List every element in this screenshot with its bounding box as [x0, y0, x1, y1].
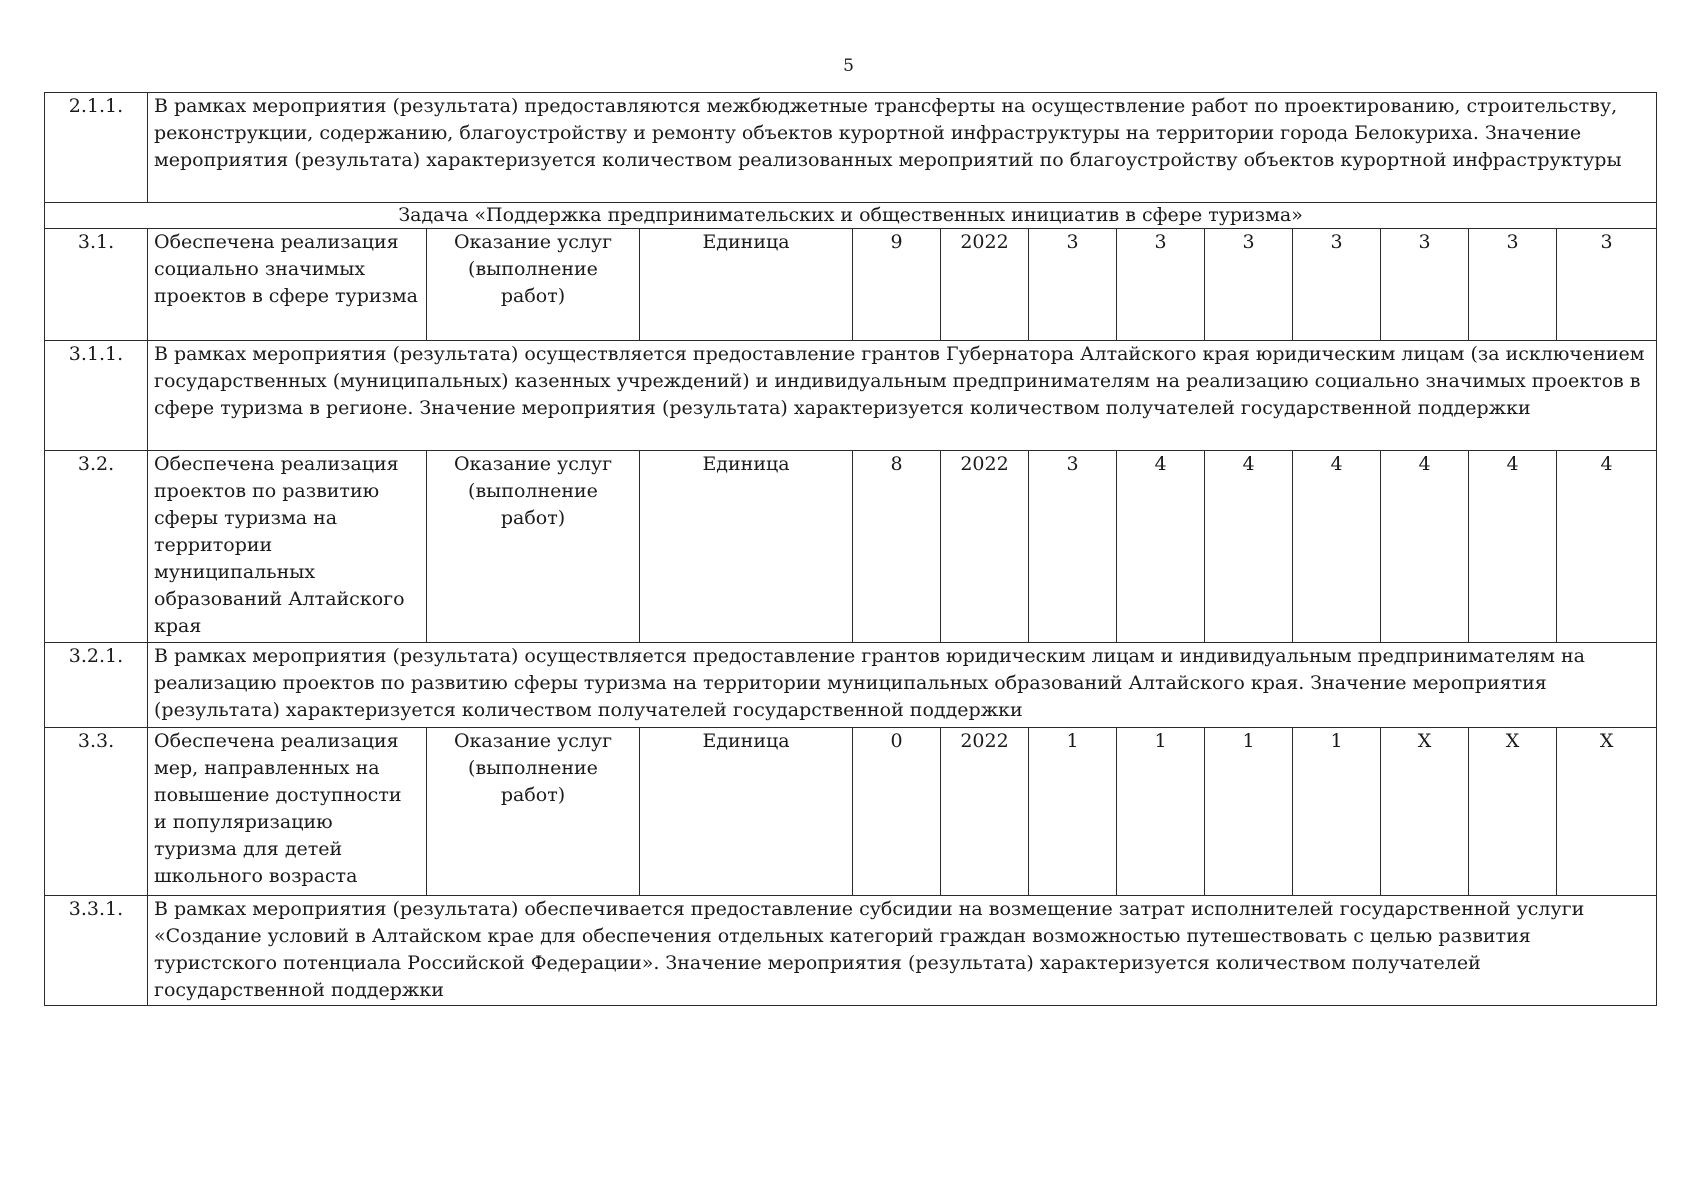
- year-value: 3: [1029, 229, 1117, 341]
- year-value: 3: [1029, 451, 1117, 643]
- unit: Единица: [640, 728, 853, 896]
- result-name: Обеспечена реализация проектов по развитию сферы туризма на территории муниципальных образований Алтайского края: [148, 451, 427, 643]
- table-row: [45, 93, 1657, 203]
- task-title: Задача «Поддержка предпринимательских и общественных инициатив в сфере туризма»: [45, 203, 1657, 229]
- year-value: 4: [1557, 451, 1657, 643]
- row-number: 3.2.1.: [45, 643, 148, 728]
- year-value: X: [1381, 728, 1469, 896]
- activity-description: В рамках мероприятия (результата) предоставляются межбюджетные трансферты на осуществление работ по проектированию, строительству, реконструкции, содержанию, благоустройству и ремонту объектов курортной инфраструктуры на территории города Белокуриха. Значение мероприятия (результата) характеризуется количеством реализованных мероприятий по благоустройству объектов курортной инфраструктуры: [148, 93, 1657, 203]
- year-value: 3: [1293, 229, 1381, 341]
- row-number: 3.1.: [45, 229, 148, 341]
- indicators-table: [44, 92, 1657, 1006]
- result-name: Обеспечена реализация мер, направленных на повышение доступности и популяризацию туризма для детей школьного возраста: [148, 728, 427, 896]
- year-value: 4: [1117, 451, 1205, 643]
- unit: Единица: [640, 229, 853, 341]
- table-row: [45, 643, 1657, 728]
- result-name: Обеспечена реализация социально значимых проектов в сфере туризма: [148, 229, 427, 341]
- row-number: 3.3.1.: [45, 896, 148, 1006]
- activity-description: В рамках мероприятия (результата) осуществляется предоставление грантов Губернатора Алтайского края юридическим лицам (за исключением государственных (муниципальных) казенных учреждений) и индивидуальным предпринимателям на реализацию социально значимых проектов в сфере туризма в регионе. Значение мероприятия (результата) характеризуется количеством получателей государственной поддержки: [148, 341, 1657, 451]
- table-row: [45, 896, 1657, 1006]
- activity-description: В рамках мероприятия (результата) обеспечивается предоставление субсидии на возмещение затрат исполнителей государственной услуги «Создание условий в Алтайском крае для обеспечения отдельных категорий граждан возможностью путешествовать с целью развития туристского потенциала Российской Федерации». Значение мероприятия (результата) характеризуется количеством получателей государственной поддержки: [148, 896, 1657, 1006]
- page-number: 5: [843, 56, 854, 76]
- activity-description: В рамках мероприятия (результата) осуществляется предоставление грантов юридическим лицам и индивидуальным предпринимателям на реализацию проектов по развитию сферы туризма на территории муниципальных образований Алтайского края. Значение мероприятия (результата) характеризуется количеством получателей государственной поддержки: [148, 643, 1657, 728]
- year-value: 1: [1293, 728, 1381, 896]
- table-row: [45, 728, 1657, 896]
- unit: Единица: [640, 451, 853, 643]
- year-value: 4: [1293, 451, 1381, 643]
- year-value: 3: [1205, 229, 1293, 341]
- year-value: 1: [1029, 728, 1117, 896]
- row-number: 3.3.: [45, 728, 148, 896]
- year-value: X: [1557, 728, 1657, 896]
- year-value: X: [1469, 728, 1557, 896]
- base-year: 2022: [941, 229, 1029, 341]
- base-value: 0: [853, 728, 941, 896]
- task-row: [45, 203, 1657, 229]
- row-number: 2.1.1.: [45, 93, 148, 203]
- base-year: 2022: [941, 728, 1029, 896]
- year-value: 4: [1381, 451, 1469, 643]
- year-value: 3: [1469, 229, 1557, 341]
- result-type: Оказание услуг (выполнение работ): [427, 451, 640, 643]
- table-row: [45, 229, 1657, 341]
- base-value: 8: [853, 451, 941, 643]
- result-type: Оказание услуг (выполнение работ): [427, 229, 640, 341]
- table-row: [45, 341, 1657, 451]
- year-value: 3: [1117, 229, 1205, 341]
- year-value: 1: [1117, 728, 1205, 896]
- year-value: 4: [1469, 451, 1557, 643]
- result-type: Оказание услуг (выполнение работ): [427, 728, 640, 896]
- base-value: 9: [853, 229, 941, 341]
- row-number: 3.1.1.: [45, 341, 148, 451]
- row-number: 3.2.: [45, 451, 148, 643]
- year-value: 3: [1381, 229, 1469, 341]
- year-value: 1: [1205, 728, 1293, 896]
- table-row: [45, 451, 1657, 643]
- base-year: 2022: [941, 451, 1029, 643]
- year-value: 4: [1205, 451, 1293, 643]
- year-value: 3: [1557, 229, 1657, 341]
